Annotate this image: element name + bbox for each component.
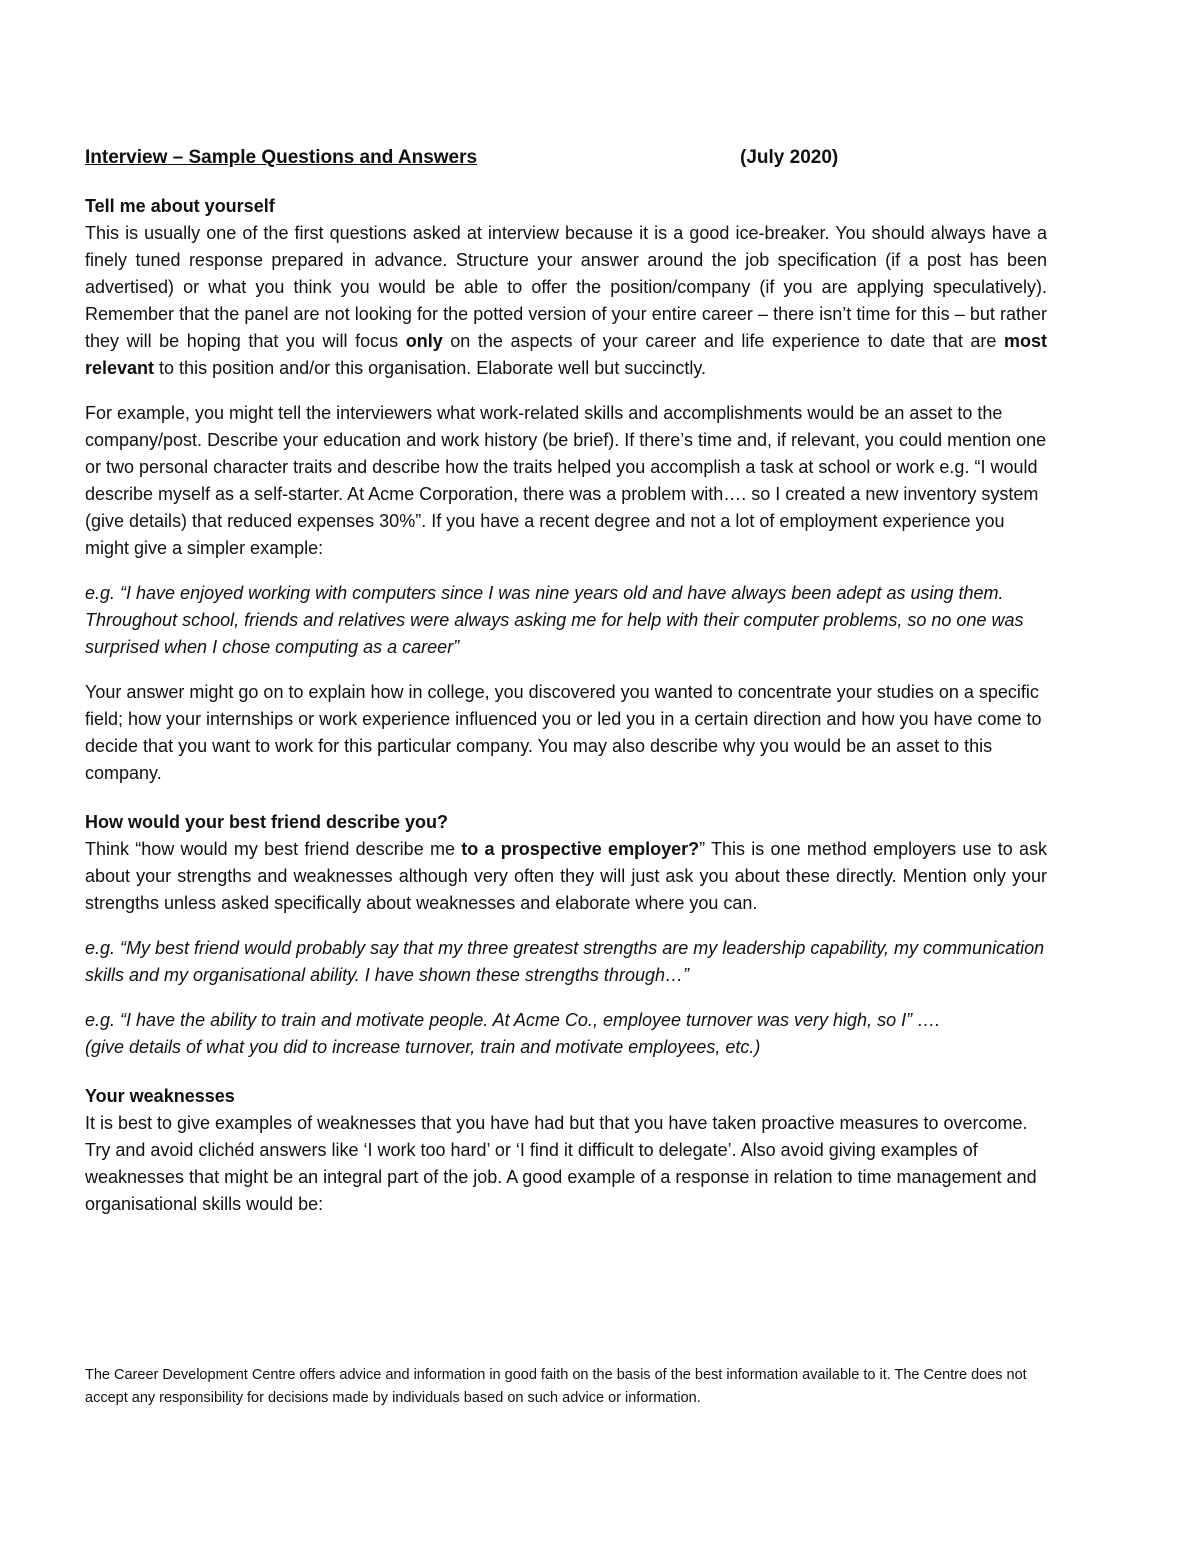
text-run: ” This is one method employers use to ask about your strengths and weaknesses although very often they will just ask you about these directly. Mention only your strengths unless asked specifically about weaknesses and elaborate where you can.	[85, 839, 1047, 913]
section-tell-me-about-yourself	[85, 193, 1047, 787]
section-heading: Your weaknesses	[85, 1086, 235, 1106]
text-run: to this position and/or this organisation. Elaborate well but succinctly.	[154, 358, 707, 378]
document-page	[85, 143, 1047, 1218]
title-row	[85, 143, 1047, 173]
document-title: Interview – Sample Questions and Answers	[85, 147, 478, 168]
text-run: (give details of what you did to increase turnover, train and motivate employees, etc.)	[85, 1037, 761, 1057]
section-heading: Tell me about yourself	[85, 196, 275, 216]
paragraph: It is best to give examples of weaknesses that you have had but that you have taken proactive measures to overcome. Try and avoid clichéd answers like ‘I work too hard’ or ‘I find it difficult to delegate’. Also avoid giving examples of weaknesses that might be an integral part of the job. A good example of a response in relation to time management and organisational skills would be:	[85, 1113, 1037, 1214]
text-run: on the aspects of your career and life experience to date that are	[442, 331, 1004, 351]
emphasis-text: most relevant	[85, 331, 1047, 378]
emphasis-text: only	[405, 331, 443, 351]
document-date: (July 2020)	[740, 147, 839, 168]
footer-disclaimer: The Career Development Centre offers advice and information in good faith on the basis of the best information available to it. The Centre does not accept any responsibility for decisions made by individuals based on such advice or information.	[85, 1367, 1027, 1406]
section-heading: How would your best friend describe you?	[85, 812, 449, 832]
text-run: This is usually one of the first questions asked at interview because it is a good ice-breaker. You should always have a finely tuned response prepared in advance. Structure your answer around the job specification (if a post has been advertised) or what you think you would be able to offer the position/company (if you are applying speculatively). Remember that the panel are not looking for the potted version of your entire career – there isn’t time for this – but rather they will be hoping that you will focus	[85, 223, 1047, 351]
section-best-friend	[85, 809, 1047, 1061]
emphasis-text: to a prospective employer?	[461, 839, 700, 859]
example-quote: e.g. “I have enjoyed working with computers since I was nine years old and have always been adept as using them. Throughout school, friends and relatives were always asking me for help with their computer problems, so no one was surprised when I chose computing as a career”	[85, 583, 1024, 657]
example-quote: e.g. “My best friend would probably say that my three greatest strengths are my leadership capability, my communication skills and my organisational ability. I have shown these strengths through…”	[85, 938, 1045, 985]
paragraph	[85, 220, 1047, 382]
section-weaknesses	[85, 1083, 1047, 1218]
text-run: Think “how would my best friend describe me	[85, 839, 462, 859]
paragraph: For example, you might tell the interviewers what work-related skills and accomplishments would be an asset to the company/post. Describe your education and work history (be brief). If there’s time and, if relevant, you could mention one or two personal character traits and describe how the traits helped you accomplish a task at school or work e.g. “I would describe myself as a self-starter. At Acme Corporation, there was a problem with…. so I created a new inventory system (give details) that reduced expenses 30%”. If you have a recent degree and not a lot of employment experience you might give a simpler example:	[85, 403, 1047, 558]
paragraph	[85, 836, 1047, 917]
paragraph: Your answer might go on to explain how in college, you discovered you wanted to concentrate your studies on a specific field; how your internships or work experience influenced you or led you in a certain direction and how you have come to decide that you want to work for this particular company. You may also describe why you would be an asset to this company.	[85, 682, 1042, 783]
example-quote	[85, 1007, 1047, 1061]
text-run: e.g. “I have the ability to train and motivate people. At Acme Co., employee turnover was very high, so I” ….	[85, 1010, 941, 1030]
